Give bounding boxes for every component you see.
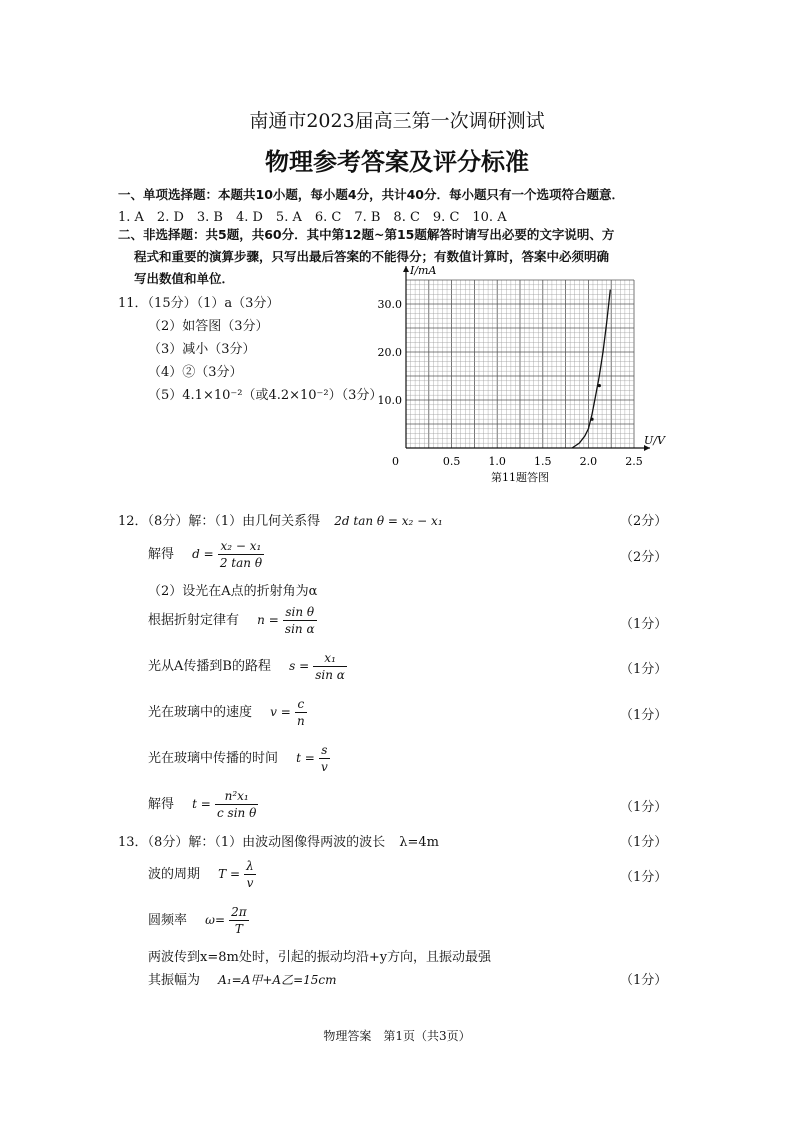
x-tick-label: 1.0 (488, 455, 506, 468)
v-lhs: v = (270, 705, 291, 719)
q12-path (148, 650, 347, 683)
x-tick-label: 1.5 (534, 455, 552, 468)
section2-line2: 程式和重要的演算步骤，只写出最后答案的不能得分；有数值计算时，答案中必须明确 (134, 249, 610, 264)
q12-time (148, 742, 330, 775)
q13-lambda: λ=4m (399, 835, 439, 850)
t2-lhs: t = (192, 797, 211, 811)
q11-line4: （4）②（3分） (148, 365, 243, 380)
q12-solve-d (148, 538, 264, 571)
q13-amp (148, 969, 337, 988)
w-den: T (234, 922, 243, 936)
q12-score-4: （1分） (620, 662, 668, 677)
chart-ylabel: I/mA (410, 264, 437, 277)
q12-score-2: （2分） (620, 550, 668, 565)
t-den: v (321, 760, 328, 774)
q12-score-6: （1分） (620, 800, 668, 815)
t-lhs: t = (296, 751, 315, 765)
q13-head (118, 831, 439, 850)
page-title: 南通市2023届高三第一次调研测试 (249, 110, 545, 132)
q13-period (148, 858, 256, 891)
data-point (598, 384, 601, 387)
y-axis-arrow (403, 266, 409, 272)
q13-score-1: （1分） (620, 835, 668, 850)
q13-score-3: （1分） (620, 973, 668, 988)
q12-speed (148, 696, 307, 729)
w-lhs: ω= (205, 913, 225, 927)
q11-line5: （5）4.1×10⁻²（或4.2×10⁻²）（3分） (148, 388, 383, 403)
x-tick-label: 2.0 (579, 455, 598, 468)
d-lhs: d = (192, 547, 214, 561)
period-label: 波的周期 (148, 867, 201, 882)
T-den: v (246, 876, 254, 890)
chart-axes (403, 266, 650, 451)
chart-xlabel: U/V (644, 434, 665, 447)
section1-answers: 1. A 2. D 3. B 4. D 5. A 6. C 7. B 8. C 9. C 10. A (118, 210, 507, 225)
v-num: c (295, 696, 307, 713)
q12-head (118, 510, 443, 529)
solve-t-label: 解得 (148, 797, 175, 812)
y-tick-label: 30.0 (377, 298, 402, 311)
chart-title: 第11题答图 (491, 471, 549, 484)
d-den: 2 tan θ (219, 556, 263, 570)
y-tick-label: 10.0 (377, 394, 402, 407)
s-num: x₁ (313, 650, 347, 667)
d-num: x₂ − x₁ (218, 538, 264, 555)
v-den: n (296, 714, 305, 728)
n-den: sin α (284, 622, 315, 636)
t2-den: c sin θ (217, 806, 257, 820)
q12-solve-label: 解得 (148, 547, 175, 562)
q12-law (148, 604, 317, 637)
q12-solve-t (148, 788, 258, 821)
data-point (590, 418, 593, 421)
q12-head-text: 12．（8分）解：（1）由几何关系得 (118, 514, 321, 529)
w-num: 2π (231, 905, 247, 919)
s-lhs: s = (289, 659, 310, 673)
page-footer: 物理答案 第1页（共3页） (323, 1029, 471, 1043)
iv-chart (368, 264, 665, 484)
chart-grid (406, 280, 634, 448)
speed-label: 光在玻璃中的速度 (148, 705, 253, 720)
q11-line1: 11．（15分）（1）a（3分） (118, 296, 280, 311)
section1-heading: 一、单项选择题：本题共10小题，每小题4分，共计40分．每小题只有一个选项符合题意． (118, 187, 624, 202)
chart-ticks (378, 298, 643, 468)
section2-line3: 写出数值和单位． (134, 271, 235, 286)
omega-label: 圆频率 (148, 913, 188, 928)
amp-label: 其振幅为 (148, 973, 201, 988)
law-label: 根据折射定律有 (148, 613, 240, 628)
T-lhs: T = (218, 867, 241, 881)
T-num: λ (246, 859, 254, 873)
q13-score-2: （1分） (620, 870, 668, 885)
q12-score-5: （1分） (620, 708, 668, 723)
section2-line1: 二、非选择题：共5题，共60分．其中第12题~第15题解答时请写出必要的文字说明、方 (118, 227, 615, 242)
chart-origin: 0 (392, 455, 399, 468)
q11-line3: （3）减小（3分） (148, 342, 256, 357)
q12-part2: （2）设光在A点的折射角为α (148, 584, 318, 599)
q11-line2: （2）如答图（3分） (148, 319, 269, 334)
t-num: s (319, 742, 330, 759)
x-tick-label: 2.5 (625, 455, 643, 468)
page-subtitle: 物理参考答案及评分标准 (265, 148, 529, 176)
amp-eq: A₁=A甲+A乙=15cm (218, 973, 337, 987)
t2-num: n²x₁ (215, 788, 258, 805)
q12-score-1: （2分） (620, 514, 668, 529)
time-label: 光在玻璃中传播的时间 (148, 751, 279, 766)
path-label: 光从A传播到B的路程 (148, 659, 271, 674)
n-lhs: n = (257, 613, 279, 627)
q13-wave: 两波传到x=8m处时，引起的振动均沿+y方向，且振动最强 (148, 950, 492, 965)
s-den: sin α (315, 668, 345, 682)
n-num: sin θ (283, 604, 317, 621)
q12-eq1: 2d tan θ = x₂ − x₁ (334, 514, 443, 528)
x-tick-label: 0.5 (442, 455, 461, 468)
q13-head-text: 13．（8分）解：（1）由波动图像得两波的波长 (118, 835, 386, 850)
y-tick-label: 20.0 (377, 346, 402, 359)
q13-omega (148, 904, 249, 937)
q12-score-3: （1分） (620, 617, 668, 632)
